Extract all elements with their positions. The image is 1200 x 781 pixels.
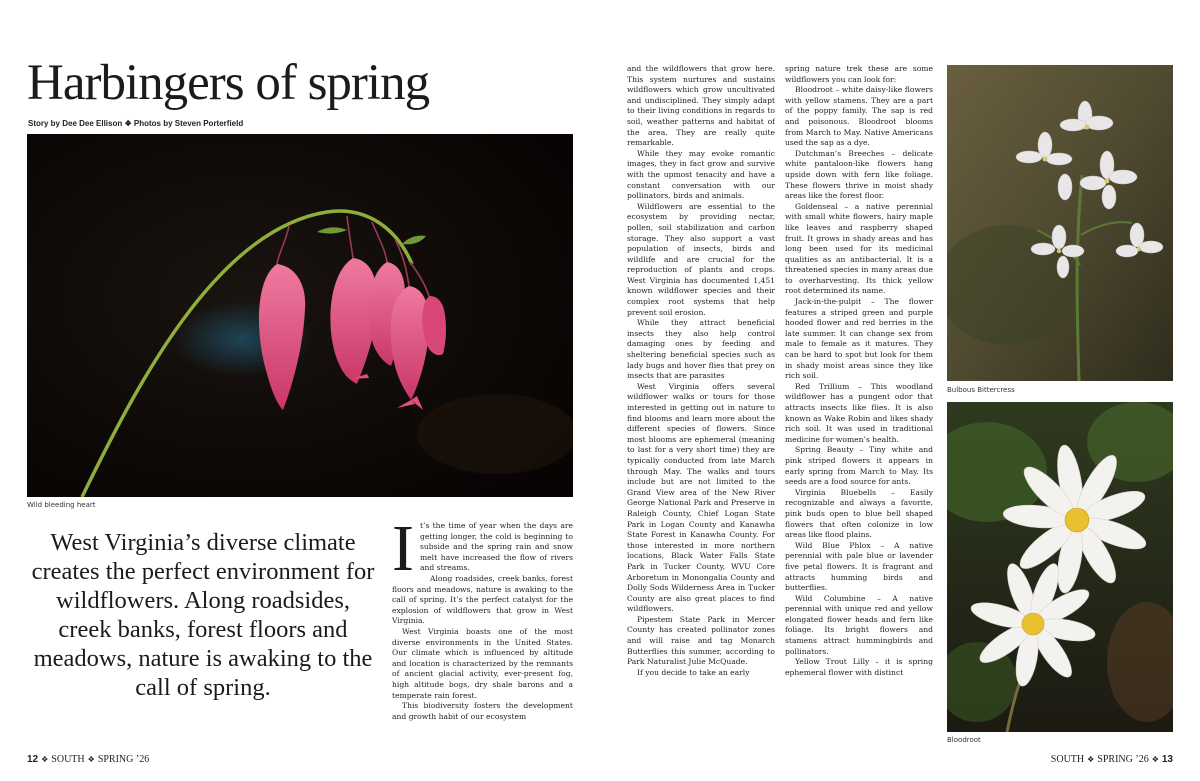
photo-wild-bleeding-heart xyxy=(27,134,573,497)
folio-issue-right: SPRING ’26 xyxy=(1097,754,1149,765)
page-number-right: 13 xyxy=(1161,754,1173,765)
body-column-1 xyxy=(392,521,573,739)
diamond-icon: ❖ xyxy=(41,755,49,764)
folio-left xyxy=(27,754,149,765)
body-paragraph: Yellow Trout Lilly – it is spring ephemeral flower with distinct xyxy=(785,657,933,677)
body-paragraph: West Virginia offers several wildflower walks or tours for those interested in getting out in nature to find blooms and learn more about the different species of flowers. Since most blooms are ephemeral (meaning to last for a very short time) they are typically conducted from late March through May. The walks and tours include but are not limited to the Grand View area of the New River George National Park and Preserve in Raleigh County, Chief Logan State Park in Logan County and Kanawha State Forest in Kanawha County. For those interested in more northern locations, Black Water Falls State Park in Tucker County, WVU Core Arboretum in Monongalia County and Dolly Sods Wilderness Area in Tucker County are also great places to find wildflowers. xyxy=(627,381,775,614)
body-paragraph: and the wildflowers that grow here. This system nurtures and sustains wildflowers which grow uncultivated and undisciplined. They simply adapt to their living conditions in regards to soil, weather patterns and habitat of the area. They are really quite remarkable. xyxy=(627,64,775,148)
body-paragraph: Red Trillium – This woodland wildflower has a pungent odor that attracts insects like flies. It is also known as Wake Robin and likes shady rich soil. It was used in traditional medicine for women’s health. xyxy=(785,381,933,444)
body-paragraph: Goldenseal – a native perennial with small white flowers, hairy maple like leaves and raspberry shaped fruit. It grows in shady areas and has long been used for its medicinal qualities as an antibacterial. It is a threatened species in many areas due to overharvesting. Its thick yellow root determined its name. xyxy=(785,201,933,296)
folio-magazine-right: SOUTH xyxy=(1050,754,1085,765)
pull-quote: West Virginia’s diverse climate creates the perfect environment for wildflowers. Along roadsides, creek banks, forest floors and meadows, nature is awaking to the call of spring. xyxy=(31,529,375,701)
body-paragraph: Spring Beauty – Tiny white and pink striped flowers it appears in early spring from March to May. Its seeds are a food source for ants. xyxy=(785,445,933,487)
diamond-icon: ❖ xyxy=(1151,755,1159,764)
bleeding-heart-illustration xyxy=(27,134,573,497)
photo-bulbous-bittercress xyxy=(947,65,1173,381)
body-paragraph: Jack-in-the-pulpit – The flower features a striped green and purple hooded flower and red berries in the late summer. It can change sex from male to female as it matures. They can be hard to spot but look for them in shady moist areas since they like rich soil. xyxy=(785,297,933,381)
body-paragraph: While they attract beneficial insects they also help control damaging ones by feeding and sheltering beneficial species such as lady bugs and hover flies that prey on insects that are parasites xyxy=(627,318,775,381)
body-paragraph: spring nature trek these are some wildflowers you can look for: xyxy=(785,64,933,84)
body-paragraph: If you decide to take an early xyxy=(637,667,750,677)
body-paragraph: West Virginia boasts one of the most diverse environments in the United States. Our climate which is influenced by altitude and location is characterized by the remnants of ancient glacial activity, ever-present fog, high altitude bogs, dry shale barons and a temperate rain forest. xyxy=(392,626,573,700)
bittercress-illustration xyxy=(947,65,1173,381)
body-paragraph: This biodiversity fosters the development and growth habit of our ecosystem xyxy=(392,701,573,721)
photo-bloodroot xyxy=(947,402,1173,732)
body-paragraph: Bloodroot – white daisy-like flowers with yellow stamens. They are a part of the poppy family. The sap is red and poisonous. Bloodroot blooms from March to May. Native Americans used the sap as a dye. xyxy=(785,85,933,148)
body-column-3 xyxy=(785,64,933,742)
page-number-left: 12 xyxy=(27,754,39,765)
article-title: Harbingers of spring xyxy=(27,55,430,111)
folio-right xyxy=(1051,754,1173,765)
body-paragraph: While they may evoke romantic images, they in fact grow and survive with the upmost tenacity and have a constant conversation with our pollinators, birds and animals. xyxy=(627,148,775,201)
body-paragraph: Along roadsides, creek banks, forest floors and meadows, nature is awaking to the call of spring. It’s the perfect catalyst for the explosion of wildflowers that grow in West Virginia. xyxy=(392,573,573,626)
bloodroot-illustration xyxy=(947,402,1173,732)
photo-caption-bittercress: Bulbous Bittercress xyxy=(947,386,1015,394)
body-paragraph: t’s the time of year when the days are getting longer, the cold is beginning to subside and the spring rain and snow melt have increased the flow of rivers and streams. xyxy=(419,521,573,573)
body-paragraph: Wildflowers are essential to the ecosystem by providing nectar, pollen, soil stabilization and carbon storage. They also support a vast population of insects, birds and wildlife and are crucial for the reproduction of plants and crops. West Virginia has documented 1,451 known wildflower species and their complex root systems that help prevent soil erosion. xyxy=(627,201,775,317)
photo-caption-bloodroot: Bloodroot xyxy=(947,736,981,744)
byline: Story by Dee Dee Ellison ❖ Photos by Steven Porterfield xyxy=(28,119,244,128)
folio-magazine-left: SOUTH xyxy=(51,754,85,765)
body-paragraph: Virginia Bluebells – Easily recognizable and always a favorite, pink buds open to blue bell shaped flowers that often colonize in low areas like flood plains. xyxy=(785,487,933,540)
diamond-icon: ❖ xyxy=(1087,755,1095,764)
drop-cap: I xyxy=(392,521,414,585)
body-paragraph: Pipestem State Park in Mercer County has created pollinator zones and will raise and tag Monarch Butterflies this summer, according to Park Naturalist Julie McQuade. xyxy=(627,614,775,667)
body-column-2 xyxy=(627,64,775,742)
diamond-icon: ❖ xyxy=(87,755,95,764)
folio-issue-left: SPRING ’26 xyxy=(97,754,150,765)
body-paragraph: Wild Blue Phlox – A native perennial with pale blue or lavender five petal flowers. It is fragrant and attracts humming birds and butterflies. xyxy=(785,540,933,593)
body-paragraph: Wild Columbine – A native perennial with unique red and yellow elongated flower heads and fern like foliage. Its bright flowers and stamens attract hummingbirds and pollinators. xyxy=(785,593,933,656)
body-paragraph: Dutchman’s Breeches – delicate white pantaloon-like flowers hang upside down with fern like foliage. These flowers thrive in moist shady areas like the forest floor. xyxy=(785,148,933,201)
photo-caption-bleeding-heart: Wild bleeding heart xyxy=(27,501,96,509)
